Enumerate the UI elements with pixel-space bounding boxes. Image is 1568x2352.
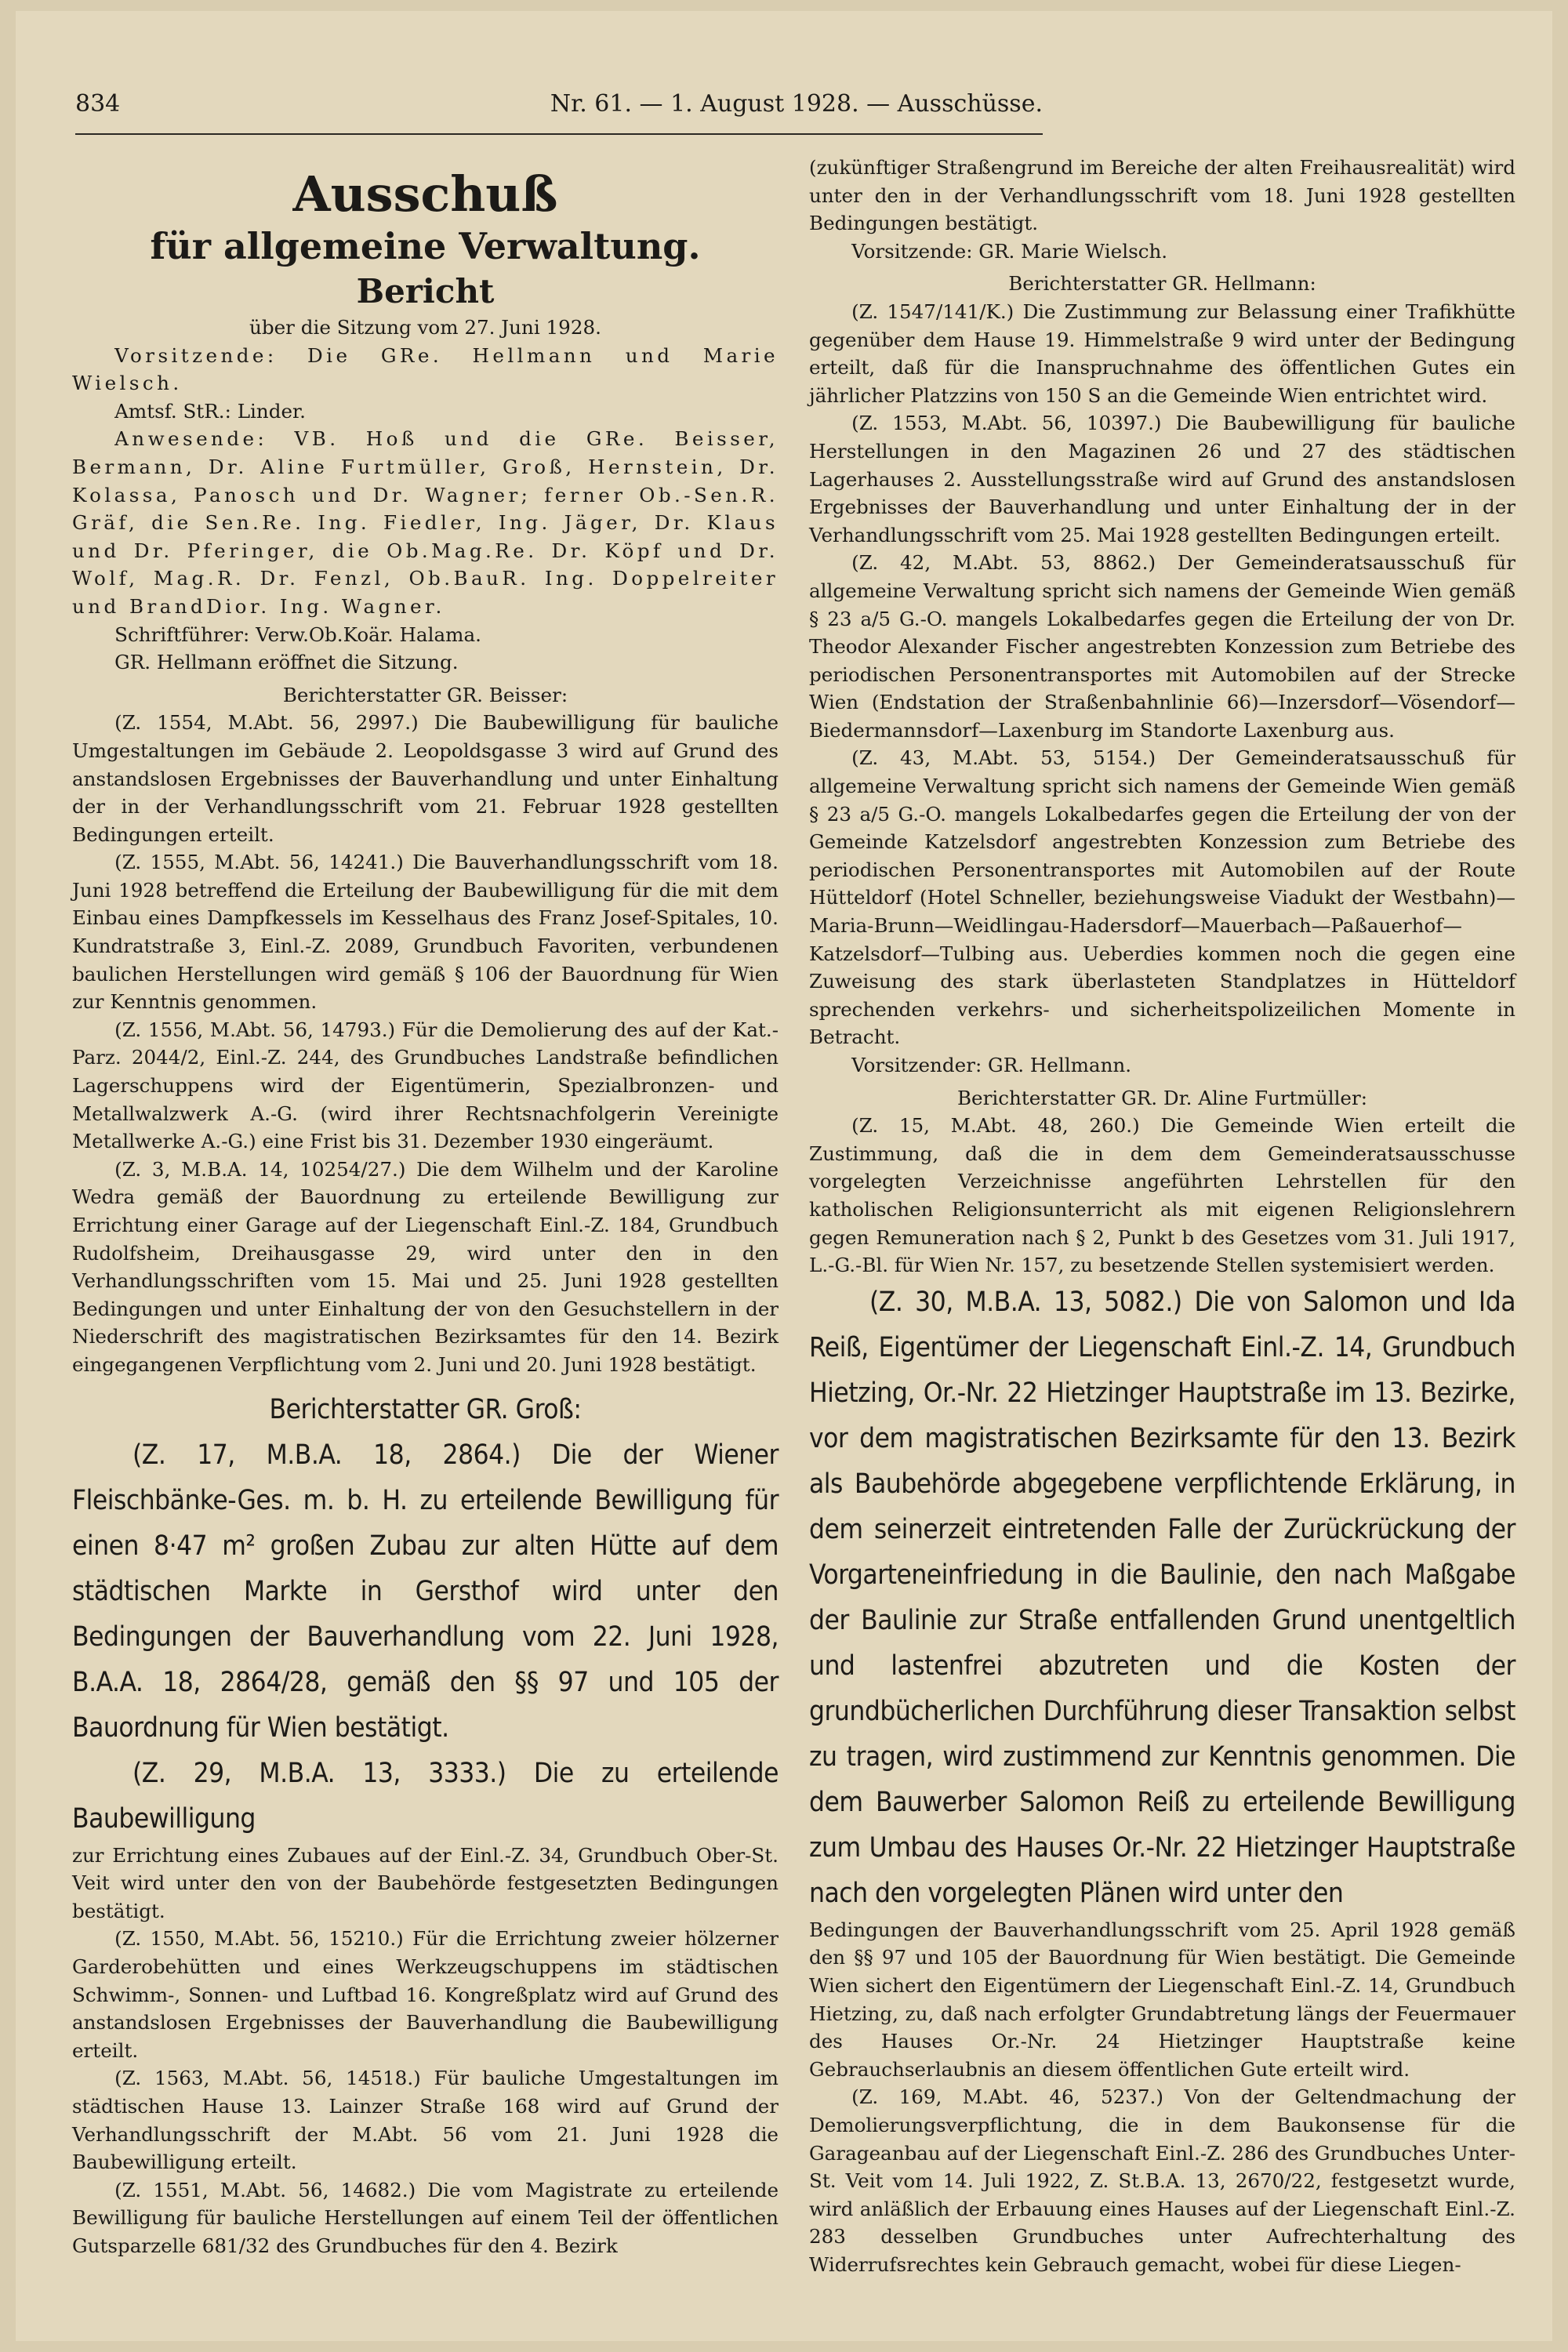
session-opening: GR. Hellmann eröffnet die Sitzung.	[114, 651, 459, 674]
paragraph: (Z. 1551, M.Abt. 56, 14682.) Die vom Magistrate zu erteilende Bewilligung für bauliche Herstellungen auf einem Teil der öffentlichen Gutsparzelle 681/32 des Grundbuches für den 4. Bezirk	[72, 2178, 779, 2257]
paragraph: (Z. 17, M.B.A. 18, 2864.) Die der Wiener Fleischbänke-Ges. m. b. H. zu erteilende Bewilligung für einen 8·47 m² großen Zubau zur alten Hütte auf dem städtischen Markte in Gersthof wird unter den Bedingungen der Bauverhandlung vom 22. Juni 1928, B.A.A. 18, 2864/28, gemäß den §§ 97 und 105 der Bauordnung für Wien bestätigt.	[72, 1439, 779, 1744]
paragraph: (Z. 42, M.Abt. 53, 8862.) Der Gemeinderatsausschuß für allgemeine Verwaltung spricht sich namens der Gemeinde Wien gemäß § 23 a/5 G.-O. mangels Lokalbedarfes gegen die Erteilung der von Dr. Theodor Alexander Fischer angestrebten Konzession zum Betriebe des periodischen Personentransportes mit Automobilen auf der Strecke Wien (Endstation der Straßenbahnlinie 66)—Inzersdorf—Vösendorf—Biedermannsdorf—Laxenburg im Standorte Laxenburg aus.	[809, 551, 1515, 742]
paragraph: Bedingungen der Bauverhandlungsschrift vom 25. April 1928 gemäß den §§ 97 und 105 der Bauordnung für Wien bestätigt. Die Gemeinde Wien sichert den Eigentümern der Liegenschaft Einl.-Z. 14, Grundbuch Hietzing, zu, daß nach erfolgter Grundabtretung längs der Feuermauer des Hauses Or.-Nr. 24 Hietzinger Hauptstraße keine Gebrauchserlaubnis an diesem öffentlichen Gute erteilt wird.	[809, 1918, 1515, 2081]
session-date: über die Sitzung vom 27. Juni 1928.	[249, 316, 601, 339]
reporter-heading: Berichterstatter GR. Hellmann:	[1008, 272, 1316, 296]
paragraph: (Z. 3, M.B.A. 14, 10254/27.) Die dem Wilhelm und der Karoline Wedra gemäß der Bauordnung zu erteilende Bewilligung zur Errichtung einer Garage auf der Liegenschaft Einl.-Z. 184, Grundbuch Rudolfsheim, Dreihausgasse 29, wird unter den in den Verhandlungsschriften vom 15. Mai und 25. Juni 1928 gestellten Bedingungen und unter Einhaltung der von den Gesuchstellern in der Niederschrift des magistratischen Bezirksamtes für den 14. Bezirk eingegangenen Verpflichtung vom 2. Juni und 20. Juni 1928 bestätigt.	[72, 1157, 779, 1376]
page-header	[75, 85, 1043, 124]
paragraph: (Z. 29, M.B.A. 13, 3333.) Die zu erteilende Baubewilligung	[72, 1757, 779, 1835]
paragraph: (Z. 1555, M.Abt. 56, 14241.) Die Bauverhandlungsschrift vom 18. Juni 1928 betreffend die Erteilung der Baubewilligung für die mit dem Einbau eines Dampfkessels im Kesselhaus des Franz Josef-Spitales, 10. Kundratstraße 3, Einl.-Z. 2089, Grundbuch Favoriten, verbundenen baulichen Herstellungen wird gemäß § 106 der Bauordnung für Wien zur Kenntnis genommen.	[72, 851, 779, 1014]
paragraph: (Z. 1553, M.Abt. 56, 10397.) Die Baubewilligung für bauliche Herstellungen in den Magazinen 26 und 27 des städtischen Lagerhauses 2. Ausstellungsstraße wird auf Grund des anstandslosen Ergebnisses der Bauverhandlung und unter Einhaltung der in der Verhandlungsschrift vom 25. Mai 1928 gestellten Bedingungen erteilt.	[809, 412, 1515, 546]
paragraph: (Z. 43, M.Abt. 53, 5154.) Der Gemeinderatsausschuß für allgemeine Verwaltung spricht sich namens der Gemeinde Wien gemäß § 23 a/5 G.-O. mangels Lokalbedarfes gegen die Erteilung der von der Gemeinde Katzelsdorf angestrebten Konzession zum Betriebe des periodischen Personentransportes mit Automobilen auf der Route Hütteldorf (Hotel Schneller, beziehungsweise Viadukt der Westbahn)—Maria-Brunn—Weidlingau-Hadersdorf—Mauerbach—Paßauerhof—Katzelsdorf—Tulbing aus. Ueberdies kommen noch die gegen eine Zuweisung des stark überlasteten Standplatzes in Hütteldorf sprechenden verkehrs- und sicherheitspolizeilichen Momente in Betracht.	[809, 746, 1515, 1049]
section-title: Ausschuß	[292, 165, 558, 223]
paragraph: (Z. 1550, M.Abt. 56, 15210.) Für die Errichtung zweier hölzerner Garderobehütten und eines Werkzeugschuppens im städtischen Schwimm-, Sonnen- und Luftbad 16. Kongreßplatz wird auf Grund des anstandslosen Ergebnisses der Bauverhandlung die Baubewilligung erteilt.	[72, 1927, 779, 2062]
paragraph: (Z. 1563, M.Abt. 56, 14518.) Für bauliche Umgestaltungen im städtischen Hause 13. Lainzer Straße 168 wird auf Grund der Verhandlungsschrift der M.Abt. 56 vom 21. Juni 1928 die Baubewilligung erteilt.	[72, 2067, 779, 2174]
reporter-heading: Berichterstatter GR. Groß:	[269, 1393, 582, 1425]
amtsf: Amtsf. StR.: Linder.	[114, 399, 306, 423]
chairs: Vorsitzende: Die GRe. Hellmann und Marie Wielsch.	[72, 343, 779, 395]
attendees: Anwesende: VB. Hoß und die GRe. Beisser, Bermann, Dr. Aline Furtmüller, Groß, Hernstein, Dr. Kolassa, Panosch und Dr. Wagner; ferner Ob.-Sen.R. Gräf, die Sen.Re. Ing. Fiedler, Ing. Jäger, Dr. Klaus und Dr. Pferinger, die Ob.Mag.Re. Dr. Köpf und Dr. Wolf, Mag.R. Dr. Fenzl, Ob.BauR. Ing. Doppelreiter und BrandDior. Ing. Wagner.	[72, 427, 779, 618]
paragraph: (Z. 1547/141/K.) Die Zustimmung zur Belassung einer Trafikhütte gegenüber dem Hause 19. Himmelstraße 9 wird unter der Bedingung erteilt, daß für die Inanspruchnahme des öffentlichen Gutes ein jährlicher Platzzins von 150 S an die Gemeinde Wien entrichtet wird.	[809, 299, 1515, 407]
header-rule	[75, 133, 1043, 135]
chair-note: Vorsitzender: GR. Hellmann.	[851, 1054, 1132, 1076]
reporter-heading: Berichterstatter GR. Dr. Aline Furtmüller:	[956, 1086, 1368, 1109]
chair-note: Vorsitzende: GR. Marie Wielsch.	[851, 239, 1168, 263]
left-column	[72, 154, 779, 2259]
paragraph: (Z. 1556, M.Abt. 56, 14793.) Für die Demolierung des auf der Kat.-Parz. 2044/2, Einl.-Z. 244, des Grundbuches Landstraße befindlichen Lagerschuppens wird der Eigentümerin, Spezialbronzen- und Metallwalzwerk A.-G. (wird ihrer Rechtsnachfolgerin Vereinigte Metallwerke A.-G.) eine Frist bis 31. Dezember 1930 eingeräumt.	[72, 1018, 779, 1153]
page-number: 834	[75, 90, 121, 118]
paragraph: zur Errichtung eines Zubaues auf der Einl.-Z. 34, Grundbuch Ober-St. Veit wird unter den von der Baubehörde festgesetzten Bedingungen bestätigt.	[72, 1843, 779, 1922]
paragraph: (Z. 1554, M.Abt. 56, 2997.) Die Baubewilligung für bauliche Umgestaltungen im Gebäude 2. Leopoldsgasse 3 wird auf Grund des anstandslosen Ergebnisses der Bauverhandlung und unter Einhaltung der in der Verhandlungsschrift vom 21. Februar 1928 gestellten Bedingungen erteilt.	[72, 711, 779, 846]
report-heading: Bericht	[356, 272, 495, 310]
paragraph: (Z. 30, M.B.A. 13, 5082.) Die von Salomon und Ida Reiß, Eigentümer der Liegenschaft Einl.-Z. 14, Grundbuch Hietzing, Or.-Nr. 22 Hietzinger Hauptstraße im 13. Bezirke, vor dem magistratischen Bezirksamte für den 13. Bezirk als Baubehörde abgegebene verpflichtende Erklärung, in dem seinerzeit eintretenden Falle der Zurückrückung der Vorgarteneinfriedung in die Baulinie, den nach Maßgabe der Baulinie zur Straße entfallenden Grund unentgeltlich und lastenfrei abzutreten und die Kosten der grundbücherlichen Durchführung dieser Transaktion selbst zu tragen, wird zustimmend zur Kenntnis genommen. Die dem Bauwerber Salomon Reiß zu erteilende Bewilligung zum Umbau des Hauses Or.-Nr. 22 Hietzinger Hauptstraße nach den vorgelegten Plänen wird unter den	[809, 1286, 1515, 1909]
paragraph: (Z. 169, M.Abt. 46, 5237.) Von der Geltendmachung der Demolierungsverpflichtung, die in dem Baukonsense für die Garageanbau auf der Liegenschaft Einl.-Z. 286 des Grundbuches Unter-St. Veit vom 14. Juli 1922, Z. St.B.A. 13, 2670/22, festgesetzt wurde, wird anläßlich der Erbauung eines Hauses auf der Liegenschaft Einl.-Z. 283 desselben Grundbuches unter Aufrechterhaltung des Widerrufsrechtes kein Gebrauch gemacht, wobei für diese Liegen-	[809, 2085, 1515, 2276]
running-head: Nr. 61. — 1. August 1928. — Ausschüsse.	[550, 90, 1043, 118]
reporter-heading: Berichterstatter GR. Beisser:	[282, 683, 568, 706]
paragraph: (Z. 15, M.Abt. 48, 260.) Die Gemeinde Wien erteilt die Zustimmung, daß die in dem dem Gemeinderatsausschusse vorgelegten Verzeichnisse angeführten Lehrstellen für den katholischen Religionsunterricht als mit eigenen Religionslehrern gegen Remuneration nach § 2, Punkt b des Gesetzes vom 31. Juli 1917, L.-G.-Bl. für Wien Nr. 157, zu besetzende Stellen systemisiert werden.	[809, 1114, 1515, 1277]
paragraph: (zukünftiger Straßengrund im Bereiche der alten Freihausrealität) wird unter den in der Verhandlungsschrift vom 18. Juni 1928 gestellten Bedingungen bestätigt.	[809, 156, 1515, 235]
secretary: Schriftführer: Verw.Ob.Koär. Halama.	[114, 622, 481, 646]
right-column	[809, 154, 1515, 2278]
section-subtitle: für allgemeine Verwaltung.	[150, 225, 701, 267]
